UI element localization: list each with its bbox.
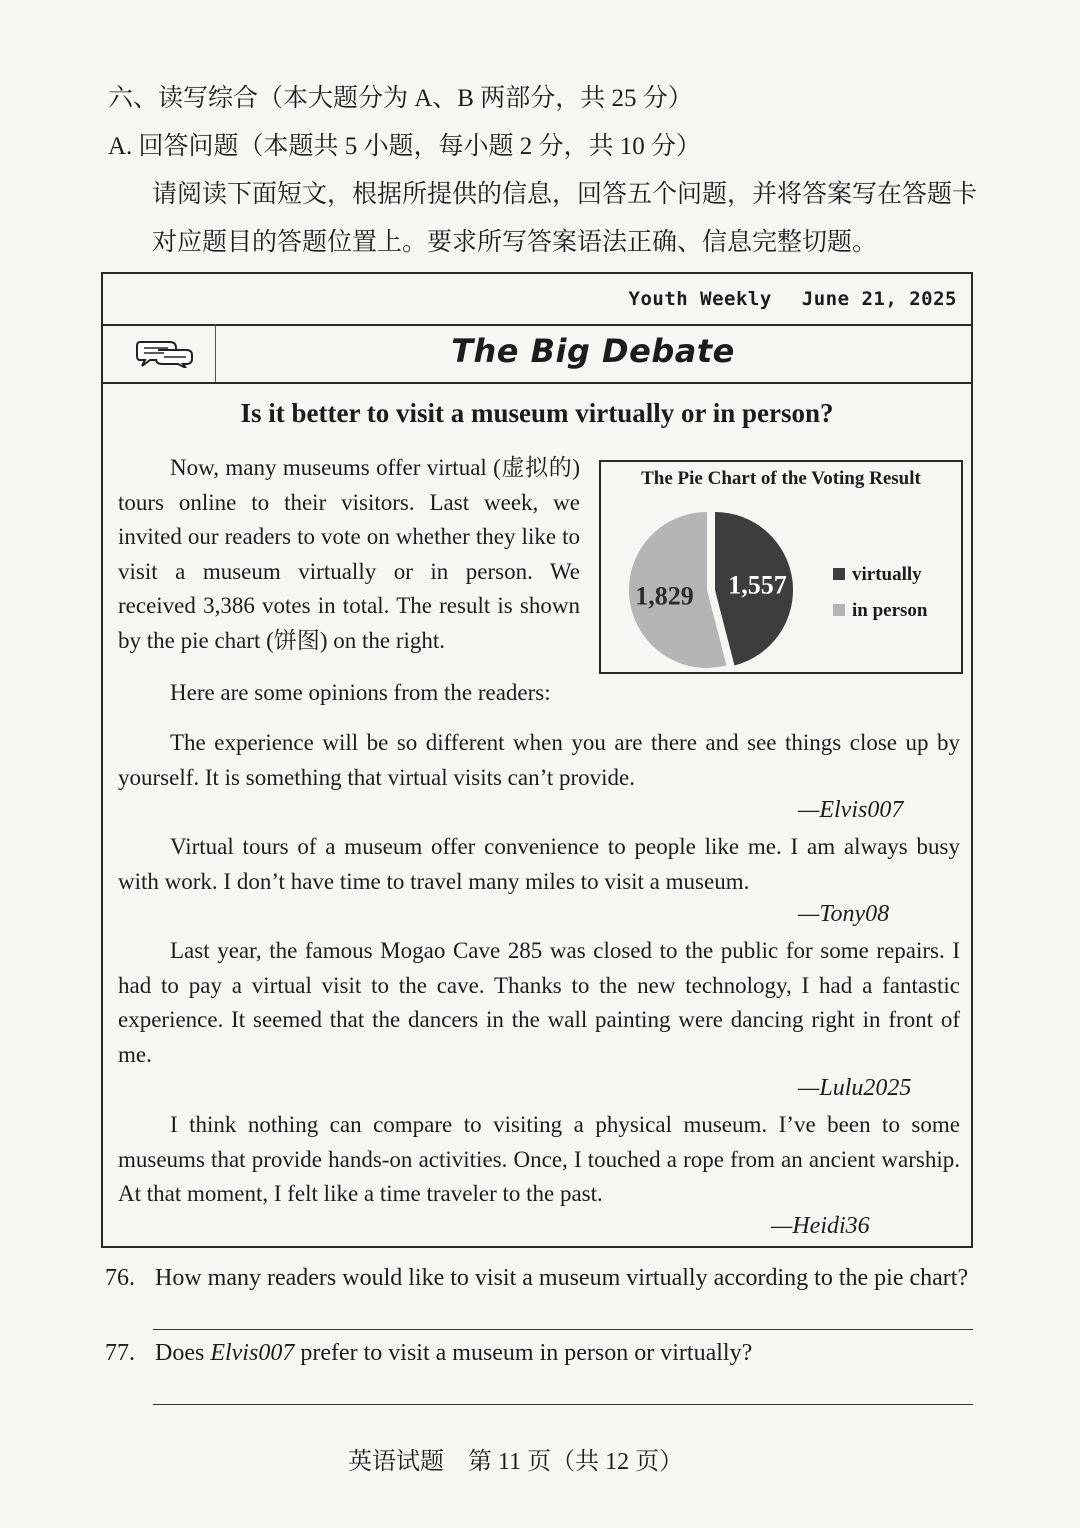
part-a-heading: A. 回答问题（本题共 5 小题，每小题 2 分，共 10 分） [108, 133, 702, 160]
opinion-paragraph: Last year, the famous Mogao Cave 285 was closed to the public for some repairs. I had to pay a virtual visit to the cave. Thanks to the new technology, I had a fantastic experience. It seemed that the dancers in the wall painting were dancing right in front of me. [118, 938, 960, 1067]
page-footer: 英语试题 第 11 页（共 12 页） [348, 1449, 684, 1475]
legend-swatch [833, 568, 845, 580]
title-bar [103, 324, 971, 384]
opinion-paragraph: The experience will be so different when you are there and see things close up by yourself. It is something that virtual visits can’t provide. [118, 730, 960, 790]
question-text: How many readers would like to visit a museum virtually according to the pie chart? [155, 1265, 969, 1291]
pie-value-label: 1,557 [728, 570, 787, 600]
pie-chart-svg [601, 462, 965, 676]
publication-date: June 21, 2025 [801, 288, 957, 310]
instruction-line-1: 请阅读下面短文，根据所提供的信息，回答五个问题，并将答案写在答题卡 [152, 181, 978, 208]
opinion-paragraph: I think nothing can compare to visiting a physical museum. I’ve been to some museums that provide hands-on activities. Once, I touched a rope from an ancient warship. At that moment, I felt like a time traveler to the past. [118, 1112, 960, 1206]
publication-name: Youth Weekly [628, 288, 772, 310]
opinion-author: —Elvis007 [798, 797, 904, 823]
section-heading: 六、读写综合（本大题分为 A、B 两部分，共 25 分） [108, 85, 693, 112]
pie-value-label: 1,829 [635, 581, 694, 611]
opinion-author: —Lulu2025 [798, 1075, 912, 1101]
opinions-lead: Here are some opinions from the readers: [170, 680, 551, 705]
opinion-author: —Heidi36 [771, 1213, 870, 1239]
speech-bubbles-icon [103, 324, 216, 382]
question-number: 76. [105, 1265, 135, 1291]
intro-paragraph: Now, many museums offer virtual (虚拟的) tours online to their visitors. Last week, we invited our readers to vote on whether they like to visit a museum virtually or in person. We received 3,386 votes in total. The result is shown by the pie chart (饼图) on the right. [118, 455, 580, 653]
opinion-author: —Tony08 [798, 901, 890, 927]
answer-line[interactable] [153, 1404, 973, 1405]
article-title: The Big Debate [451, 332, 735, 370]
instruction-line-2: 对应题目的答题位置上。要求所写答案语法正确、信息完整切题。 [152, 229, 878, 256]
opinion-paragraph: Virtual tours of a museum offer convenience to people like me. I am always busy with work. I don’t have time to travel many miles to visit a museum. [118, 834, 960, 894]
masthead [103, 274, 971, 326]
legend-label: in person [852, 600, 928, 621]
legend-swatch [833, 604, 845, 616]
legend-label: virtually [852, 564, 922, 585]
pie-chart [599, 460, 963, 674]
debate-question: Is it better to visit a museum virtually or in person? [240, 398, 834, 428]
question-text: Does Elvis007 prefer to visit a museum in person or virtually? [155, 1340, 753, 1366]
question-number: 77. [105, 1340, 135, 1366]
answer-line[interactable] [153, 1329, 973, 1330]
article-panel [101, 272, 973, 1248]
chart-title: The Pie Chart of the Voting Result [641, 468, 921, 489]
